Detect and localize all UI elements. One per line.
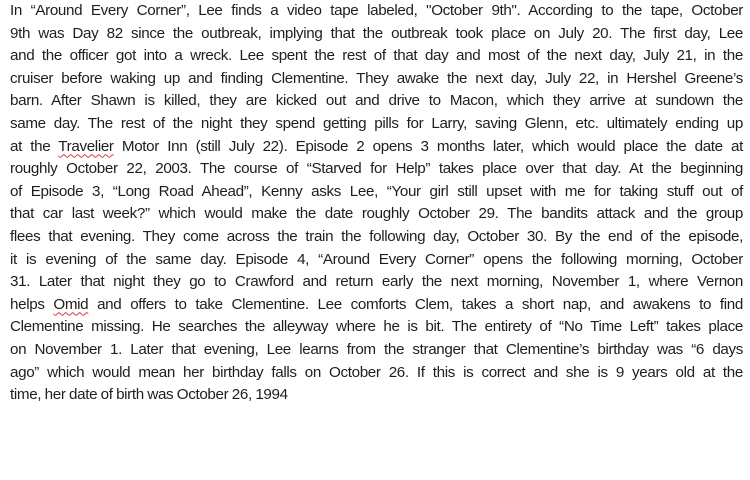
paragraph-line-7 xyxy=(10,136,743,159)
line-text-after: and offers to take Clementine. Lee comforts Clem, takes a short nap, and awakens to find xyxy=(88,295,743,313)
paragraph-line-8: roughly October 22, 2003. The course of “Starved for Help” takes place over that day. At the beginning xyxy=(10,160,743,178)
paragraph-line-9: of Episode 3, “Long Road Ahead”, Kenny asks Lee, “Your girl still upset with me for taking stuff out of xyxy=(10,182,743,200)
line-text-after: Motor Inn (still July 22). Episode 2 opens 3 months later, which would place the date at xyxy=(113,137,743,155)
paragraph-line-13: 31. Later that night they go to Crawford and return early the next morning, November 1, where Vernon xyxy=(10,273,743,291)
misspelled-word-omid[interactable]: Omid xyxy=(53,295,89,313)
paragraph-line-14 xyxy=(10,294,743,317)
paragraph-line-3: and the officer got into a wreck. Lee spent the rest of that day and most of the next day, July 21, in the xyxy=(10,47,743,65)
paragraph-line-5: barn. After Shawn is killed, they are kicked out and drive to Macon, which they arrive at sundown the xyxy=(10,92,743,110)
misspelled-word-travelier[interactable]: Travelier xyxy=(58,137,114,155)
paragraph-line-10: that car last week?” which would make the date roughly October 29. The bandits attack and the group xyxy=(10,205,743,223)
line-text-before: at the xyxy=(10,137,59,155)
paragraph-line-6: same day. The rest of the night they spend getting pills for Larry, saving Glenn, etc. ultimately ending up xyxy=(10,114,743,132)
paragraph-line-15: Clementine missing. He searches the alleyway where he is bit. The entirety of “No Time Left” takes place xyxy=(10,318,743,336)
paragraph-line-16: on November 1. Later that evening, Lee learns from the stranger that Clementine’s birthday was “6 days xyxy=(10,340,743,358)
paragraph-line-12: it is evening of the same day. Episode 4, “Around Every Corner” opens the following morning, October xyxy=(10,250,743,268)
paragraph-line-11: flees that evening. They come across the train the following day, October 30. By the end of the episode, xyxy=(10,227,743,245)
paragraph-line-1: In “Around Every Corner”, Lee finds a video tape labeled, "October 9th". According to the tape, October xyxy=(10,2,743,19)
paragraph-line-4: cruiser before waking up and finding Clementine. They awake the next day, July 22, in Hershel Greene’s xyxy=(10,69,743,87)
document-body xyxy=(10,0,745,407)
paragraph-line-17: ago” which would mean her birthday falls on October 26. If this is correct and she is 9 years old at the xyxy=(10,363,743,381)
paragraph-line-18: time, her date of birth was October 26, 1994 xyxy=(10,386,288,404)
paragraph-line-2: 9th was Day 82 since the outbreak, implying that the outbreak took place on July 20. The first day, Lee xyxy=(10,24,743,42)
line-text-before: helps xyxy=(10,295,54,313)
